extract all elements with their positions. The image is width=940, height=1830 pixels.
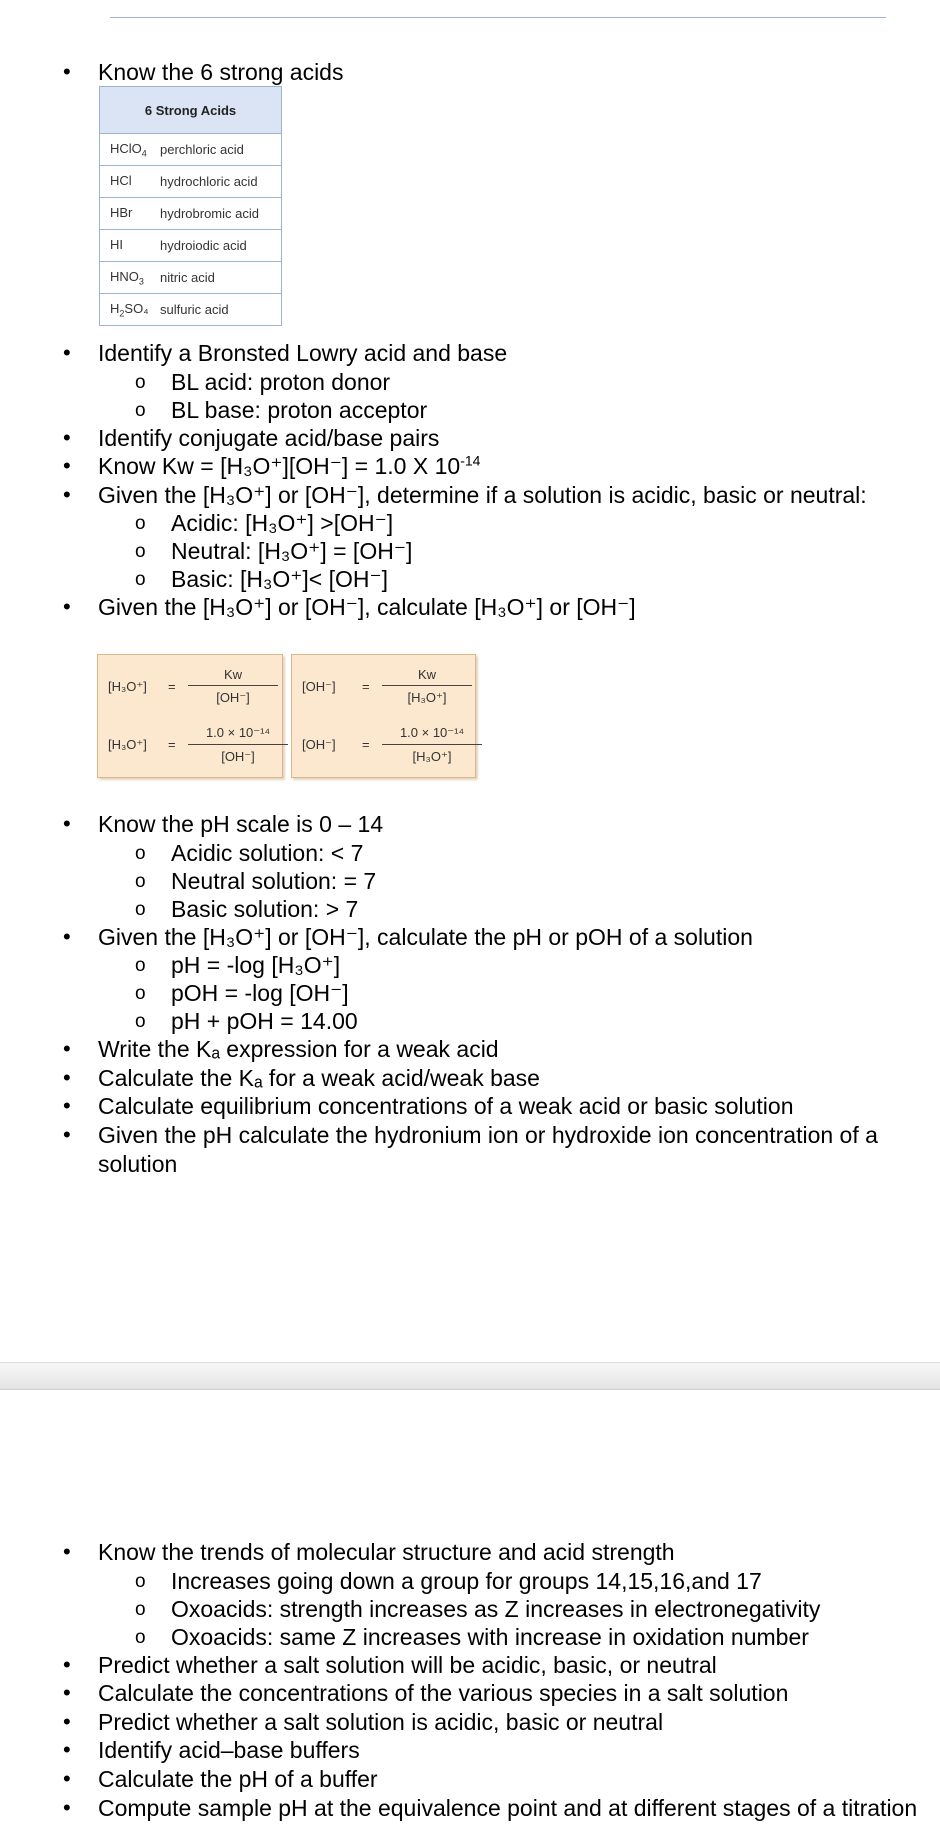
acid-name: nitric acid: [160, 262, 282, 294]
acid-name: hydroiodic acid: [160, 230, 282, 262]
list-item: • Calculate the Kₐ for a weak acid/weak base: [0, 1064, 940, 1093]
sub-list-item: o Basic solution: > 7: [0, 895, 940, 923]
equals-sign: =: [362, 679, 370, 694]
list-item: • Compute sample pH at the equivalence point and at different stages of a titration: [0, 1794, 917, 1823]
sub-list-item: o Oxoacids: strength increases as Z increases in electronegativity: [0, 1595, 917, 1623]
acid-name: sulfuric acid: [160, 294, 282, 326]
oh-label: [OH⁻]: [302, 737, 336, 752]
equals-sign: =: [168, 737, 176, 752]
list-item: • Identify conjugate acid/base pairs: [0, 424, 867, 453]
list-item: • Calculate the concentrations of the various species in a salt solution: [0, 1679, 917, 1708]
oh-denominator: [OH⁻]: [221, 749, 255, 764]
page-divider: [0, 1362, 940, 1390]
kw-numerator: Kw: [382, 667, 472, 686]
sub-list-item: o pH + pOH = 14.00: [0, 1007, 940, 1035]
list-item: • Identify acid–base buffers: [0, 1736, 917, 1765]
oh-label: [OH⁻]: [302, 679, 336, 694]
sub-list-item: o Oxoacids: same Z increases with increase in oxidation number: [0, 1623, 917, 1651]
sub-list-item: o pOH = -log [OH⁻]: [0, 979, 940, 1007]
table-row: [100, 198, 282, 230]
sub-list-item: o pH = -log [H₃O⁺]: [0, 951, 940, 979]
kw-value-numerator: 1.0 × 10⁻¹⁴: [382, 725, 482, 745]
acid-formula: HCl: [100, 166, 161, 198]
acid-formula: HBr: [100, 198, 161, 230]
kw-numerator: Kw: [188, 667, 278, 686]
bullet-list-1: [0, 58, 343, 87]
sub-list-item: o BL base: proton acceptor: [0, 396, 867, 424]
list-item: • Write the Kₐ expression for a weak acid: [0, 1035, 940, 1064]
list-item: • Calculate the pH of a buffer: [0, 1765, 917, 1794]
h3o-formula-box: [97, 654, 283, 778]
table-header: 6 Strong Acids: [100, 87, 282, 134]
h3o-label: [H₃O⁺]: [108, 679, 147, 694]
h3o-denominator: [H₃O⁺]: [412, 749, 452, 764]
list-item: • Know the trends of molecular structure and acid strength: [0, 1538, 917, 1567]
equals-sign: =: [362, 737, 370, 752]
kw-value-numerator: 1.0 × 10⁻¹⁴: [188, 725, 288, 745]
top-divider-line: [110, 17, 886, 18]
list-item: • Know the pH scale is 0 – 14: [0, 810, 940, 839]
list-item: • Identify a Bronsted Lowry acid and base: [0, 339, 867, 368]
table-row: [100, 230, 282, 262]
bullet-list-4: [0, 1538, 917, 1822]
list-item: • Given the [H₃O⁺] or [OH⁻], calculate [H₃O⁺] or [OH⁻]: [0, 593, 867, 622]
list-item: • Predict whether a salt solution will be acidic, basic, or neutral: [0, 1651, 917, 1680]
equals-sign: =: [168, 679, 176, 694]
acid-name: hydrobromic acid: [160, 198, 282, 230]
sub-list-item: o Increases going down a group for groups 14,15,16,and 17: [0, 1567, 917, 1595]
oh-denominator: [OH⁻]: [216, 690, 250, 705]
acid-formula: $H_2SO_4$: [100, 294, 161, 326]
table-row: [100, 262, 282, 294]
sub-list-item: o Acidic: [H₃O⁺] >[OH⁻]: [0, 509, 867, 537]
acid-formula: $HNO_3$: [100, 262, 161, 294]
acid-name: hydrochloric acid: [160, 166, 282, 198]
h3o-label: [H₃O⁺]: [108, 737, 147, 752]
acid-formula: HI: [100, 230, 161, 262]
bullet-list-3: [0, 810, 940, 1178]
list-item: • Given the pH calculate the hydronium ion or hydroxide ion concentration of a solution: [0, 1121, 940, 1178]
sub-list-item: o Acidic solution: < 7: [0, 839, 940, 867]
table-row: [100, 134, 282, 166]
bullet-list-2: [0, 339, 867, 622]
sub-list-item: o Neutral: [H₃O⁺] = [OH⁻]: [0, 537, 867, 565]
list-item: • Know Kw = [H₃O⁺][OH⁻] = 1.0 X $10^{-14}$: [0, 452, 867, 481]
acid-formula: HClO$_4$: [100, 134, 161, 166]
acid-name: perchloric acid: [160, 134, 282, 166]
list-item: • Given the [H₃O⁺] or [OH⁻], determine if a solution is acidic, basic or neutral:: [0, 481, 867, 510]
list-item: • Calculate equilibrium concentrations of a weak acid or basic solution: [0, 1092, 940, 1121]
table-row: [100, 166, 282, 198]
list-item: • Given the [H₃O⁺] or [OH⁻], calculate the pH or pOH of a solution: [0, 923, 940, 952]
oh-formula-box: [291, 654, 476, 778]
list-item: • Predict whether a salt solution is acidic, basic or neutral: [0, 1708, 917, 1737]
sub-list-item: o Basic: [H₃O⁺]< [OH⁻]: [0, 565, 867, 593]
sub-list-item: o Neutral solution: = 7: [0, 867, 940, 895]
strong-acids-table: [99, 86, 282, 326]
h3o-denominator: [H₃O⁺]: [407, 690, 447, 705]
list-item: • Know the 6 strong acids: [0, 58, 343, 87]
sub-list-item: o BL acid: proton donor: [0, 368, 867, 396]
table-row: [100, 294, 282, 326]
